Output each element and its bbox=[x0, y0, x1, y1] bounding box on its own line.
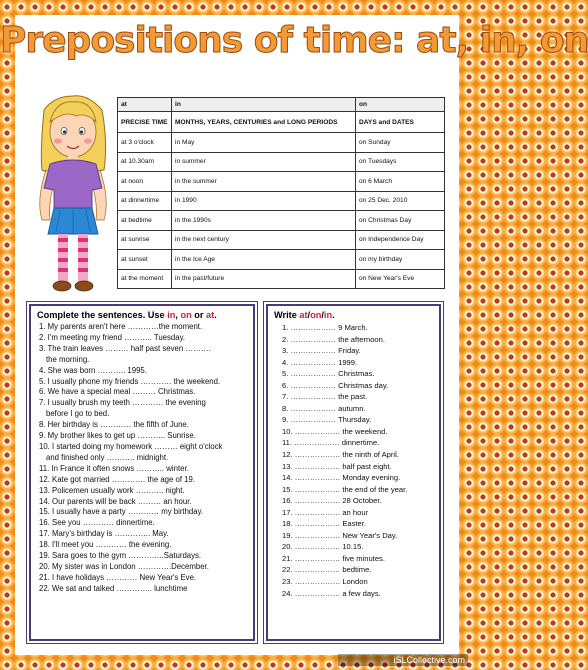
table-header-cell: in bbox=[172, 98, 356, 112]
table-cell: on Independence Day bbox=[356, 230, 445, 250]
sentence-line: 9. ……………… Thursday. bbox=[282, 415, 372, 425]
sentence-line: 12. Kate got married …………. the age of 19. bbox=[39, 474, 196, 484]
sentence-line: 12. ……………… the ninth of April. bbox=[282, 450, 399, 460]
table-cell: at bedtime bbox=[118, 211, 172, 231]
table-header-row bbox=[118, 98, 445, 112]
table-cell: on Christmas Day bbox=[356, 211, 445, 231]
table-row bbox=[118, 230, 445, 250]
sentence-line: 1. My parents aren't here …………the moment. bbox=[39, 322, 203, 331]
exercise-1-list bbox=[31, 322, 253, 595]
exercise-2-instruction: Write bbox=[274, 310, 300, 320]
sentence-line: 16. ……………… 28 October. bbox=[282, 496, 382, 506]
table-cell: on New Year's Eve bbox=[356, 269, 445, 289]
exercise-1-box bbox=[29, 304, 255, 641]
sentence-line: 14. ……………… Monday evening. bbox=[282, 473, 401, 483]
table-cell: in the Ice Age bbox=[172, 250, 356, 270]
page-title: Prepositions of time: at, in, on bbox=[0, 20, 588, 61]
sentence-line: 11. In France it often snows ……….. winter. bbox=[39, 463, 189, 473]
table-cell: at dinnertime bbox=[118, 191, 172, 211]
exercise-2-box bbox=[266, 304, 441, 641]
sentence-line: 4. ……………… 1999. bbox=[282, 357, 358, 367]
table-cell: at 3 o'clock bbox=[118, 133, 172, 153]
table-cell: at 10.30am bbox=[118, 152, 172, 172]
table-row bbox=[118, 250, 445, 270]
table-cell: in summer bbox=[172, 152, 356, 172]
table-cell: in 1990 bbox=[172, 191, 356, 211]
sentence-line: 15. ……………… the end of the year. bbox=[282, 484, 408, 494]
sentence-line: 19. Sara goes to the gym …………..Saturdays. bbox=[39, 551, 202, 561]
sentence-line: 16. See you ………… dinnertime. bbox=[39, 518, 155, 528]
exercise-1-instruction: Complete the sentences. Use bbox=[37, 310, 168, 320]
sentence-line: the morning. bbox=[46, 354, 90, 364]
table-cell: on 25 Dec. 2010 bbox=[356, 191, 445, 211]
table-subheader-cell: PRECISE TIME bbox=[118, 112, 172, 133]
sentence-line: 17. ……………… an hour bbox=[282, 507, 369, 517]
sentence-line: 24. ……………… a few days. bbox=[282, 588, 381, 598]
prepositions-table bbox=[117, 97, 445, 289]
separator: , bbox=[175, 310, 181, 320]
table-row bbox=[118, 191, 445, 211]
table-header-cell: at bbox=[118, 98, 172, 112]
keyword-at: at bbox=[206, 310, 215, 320]
sentence-line: 20. ……………… 10.15. bbox=[282, 542, 364, 552]
exercise-2-title bbox=[268, 306, 439, 322]
sentence-line: 18. I'll meet you ………… the evening. bbox=[39, 540, 172, 550]
girl-illustration bbox=[30, 92, 116, 298]
table-cell: at the moment bbox=[118, 269, 172, 289]
sentence-line: 3. The train leaves ……… half past seven ………. bbox=[39, 343, 211, 353]
table-cell: in May bbox=[172, 133, 356, 153]
sentence-line: 9. My brother likes to get up ……….. Sunrise. bbox=[39, 431, 196, 441]
sentence-line: 8. ……………… autumn. bbox=[282, 403, 366, 413]
sentence-line: 23. ……………… London bbox=[282, 577, 368, 587]
table-cell: in the summer bbox=[172, 172, 356, 192]
table-row bbox=[118, 152, 445, 172]
sentence-line: 10. ……………… the weekend. bbox=[282, 426, 388, 436]
table-cell: at sunrise bbox=[118, 230, 172, 250]
sentence-line: 20. My sister was in London ………….December. bbox=[39, 561, 209, 571]
exercise-1-title bbox=[31, 306, 253, 322]
sentence-line: 13. ……………… half past eight. bbox=[282, 461, 392, 471]
table-subheader-row bbox=[118, 112, 445, 133]
sentence-line: 4. She was born ……….. 1995. bbox=[39, 365, 147, 375]
table-cell: on 6 March bbox=[356, 172, 445, 192]
sentence-line: 5. I usually phone my friends ………… the weekend. bbox=[39, 376, 221, 386]
table-cell: at sunset bbox=[118, 250, 172, 270]
separator: / bbox=[307, 310, 311, 320]
sentence-line: 21. ……………… five minutes. bbox=[282, 553, 385, 563]
sentence-line: 3. ……………… Friday. bbox=[282, 346, 361, 356]
keyword-in: in bbox=[323, 310, 333, 320]
keyword-in: in bbox=[167, 310, 176, 320]
table-cell: on my birthday bbox=[356, 250, 445, 270]
sentence-line: 22. We sat and talked ………….. lunchtime bbox=[39, 583, 188, 593]
table-cell: in the 1990s bbox=[172, 211, 356, 231]
sentence-line: 6. We have a special meal ……… Christmas. bbox=[39, 387, 196, 397]
sentence-line: 8. Her birthday is ………… the fifth of June. bbox=[39, 420, 189, 430]
table-subheader-cell: DAYS and DATES bbox=[356, 112, 445, 133]
separator: or bbox=[191, 310, 207, 320]
sentence-line: 13. Policemen usually work ……….. night. bbox=[39, 485, 185, 495]
table-row bbox=[118, 133, 445, 153]
sentence-line: 5. ……………… Christmas. bbox=[282, 369, 375, 379]
separator: / bbox=[321, 310, 324, 320]
table-cell: at noon bbox=[118, 172, 172, 192]
sentence-line: 1. ……………… 9 March. bbox=[282, 323, 368, 332]
sentence-line: before I go to bed. bbox=[46, 409, 110, 419]
sentence-line: 2. I'm meeting my friend ……….. Tuesday. bbox=[39, 332, 186, 342]
sentence-line: 6. ……………… Christmas day. bbox=[282, 380, 389, 390]
keyword-on: on bbox=[310, 310, 322, 320]
table-subheader-cell: MONTHS, YEARS, CENTURIES and LONG PERIODS bbox=[172, 112, 356, 133]
table-row bbox=[118, 269, 445, 289]
table-cell: on Tuesdays bbox=[356, 152, 445, 172]
sentence-line: 7. ……………… the past. bbox=[282, 392, 368, 402]
sentence-line: 22. ……………… bedtime. bbox=[282, 565, 372, 575]
table-header-cell: on bbox=[356, 98, 445, 112]
sentence-line: 17. Mary's birthday is ………….. May. bbox=[39, 529, 169, 539]
sentence-line: 2. ……………… the afternoon. bbox=[282, 334, 385, 344]
sentence-line: 18. ……………… Easter. bbox=[282, 519, 366, 529]
keyword-on: on bbox=[180, 310, 192, 320]
site-watermark: iSLCollective.com bbox=[338, 654, 468, 666]
separator: . bbox=[332, 310, 335, 320]
table-cell: in the past/future bbox=[172, 269, 356, 289]
table-cell: on Sunday bbox=[356, 133, 445, 153]
sentence-line: 11. ……………… dinnertime. bbox=[282, 438, 380, 448]
table-row bbox=[118, 211, 445, 231]
table-cell: in the next century bbox=[172, 230, 356, 250]
sentence-line: and finished only ……….. midnight. bbox=[46, 452, 169, 462]
exercise-2-list bbox=[268, 322, 439, 599]
sentence-line: 14. Our parents will be back ……… an hour. bbox=[39, 496, 192, 506]
sentence-line: 10. I started doing my homework ……… eight o'clock bbox=[39, 441, 223, 451]
sentence-line: 19. ……………… New Year's Day. bbox=[282, 530, 398, 540]
table-row bbox=[118, 172, 445, 192]
separator: . bbox=[214, 310, 217, 320]
sentence-line: 15. I usually have a party ………… my birthday. bbox=[39, 507, 204, 517]
sentence-line: 21. I have holidays ………… New Year's Eve. bbox=[39, 572, 197, 582]
sentence-line: 7. I usually brush my teeth ………… the evening bbox=[39, 398, 206, 408]
keyword-at: at bbox=[299, 310, 308, 320]
